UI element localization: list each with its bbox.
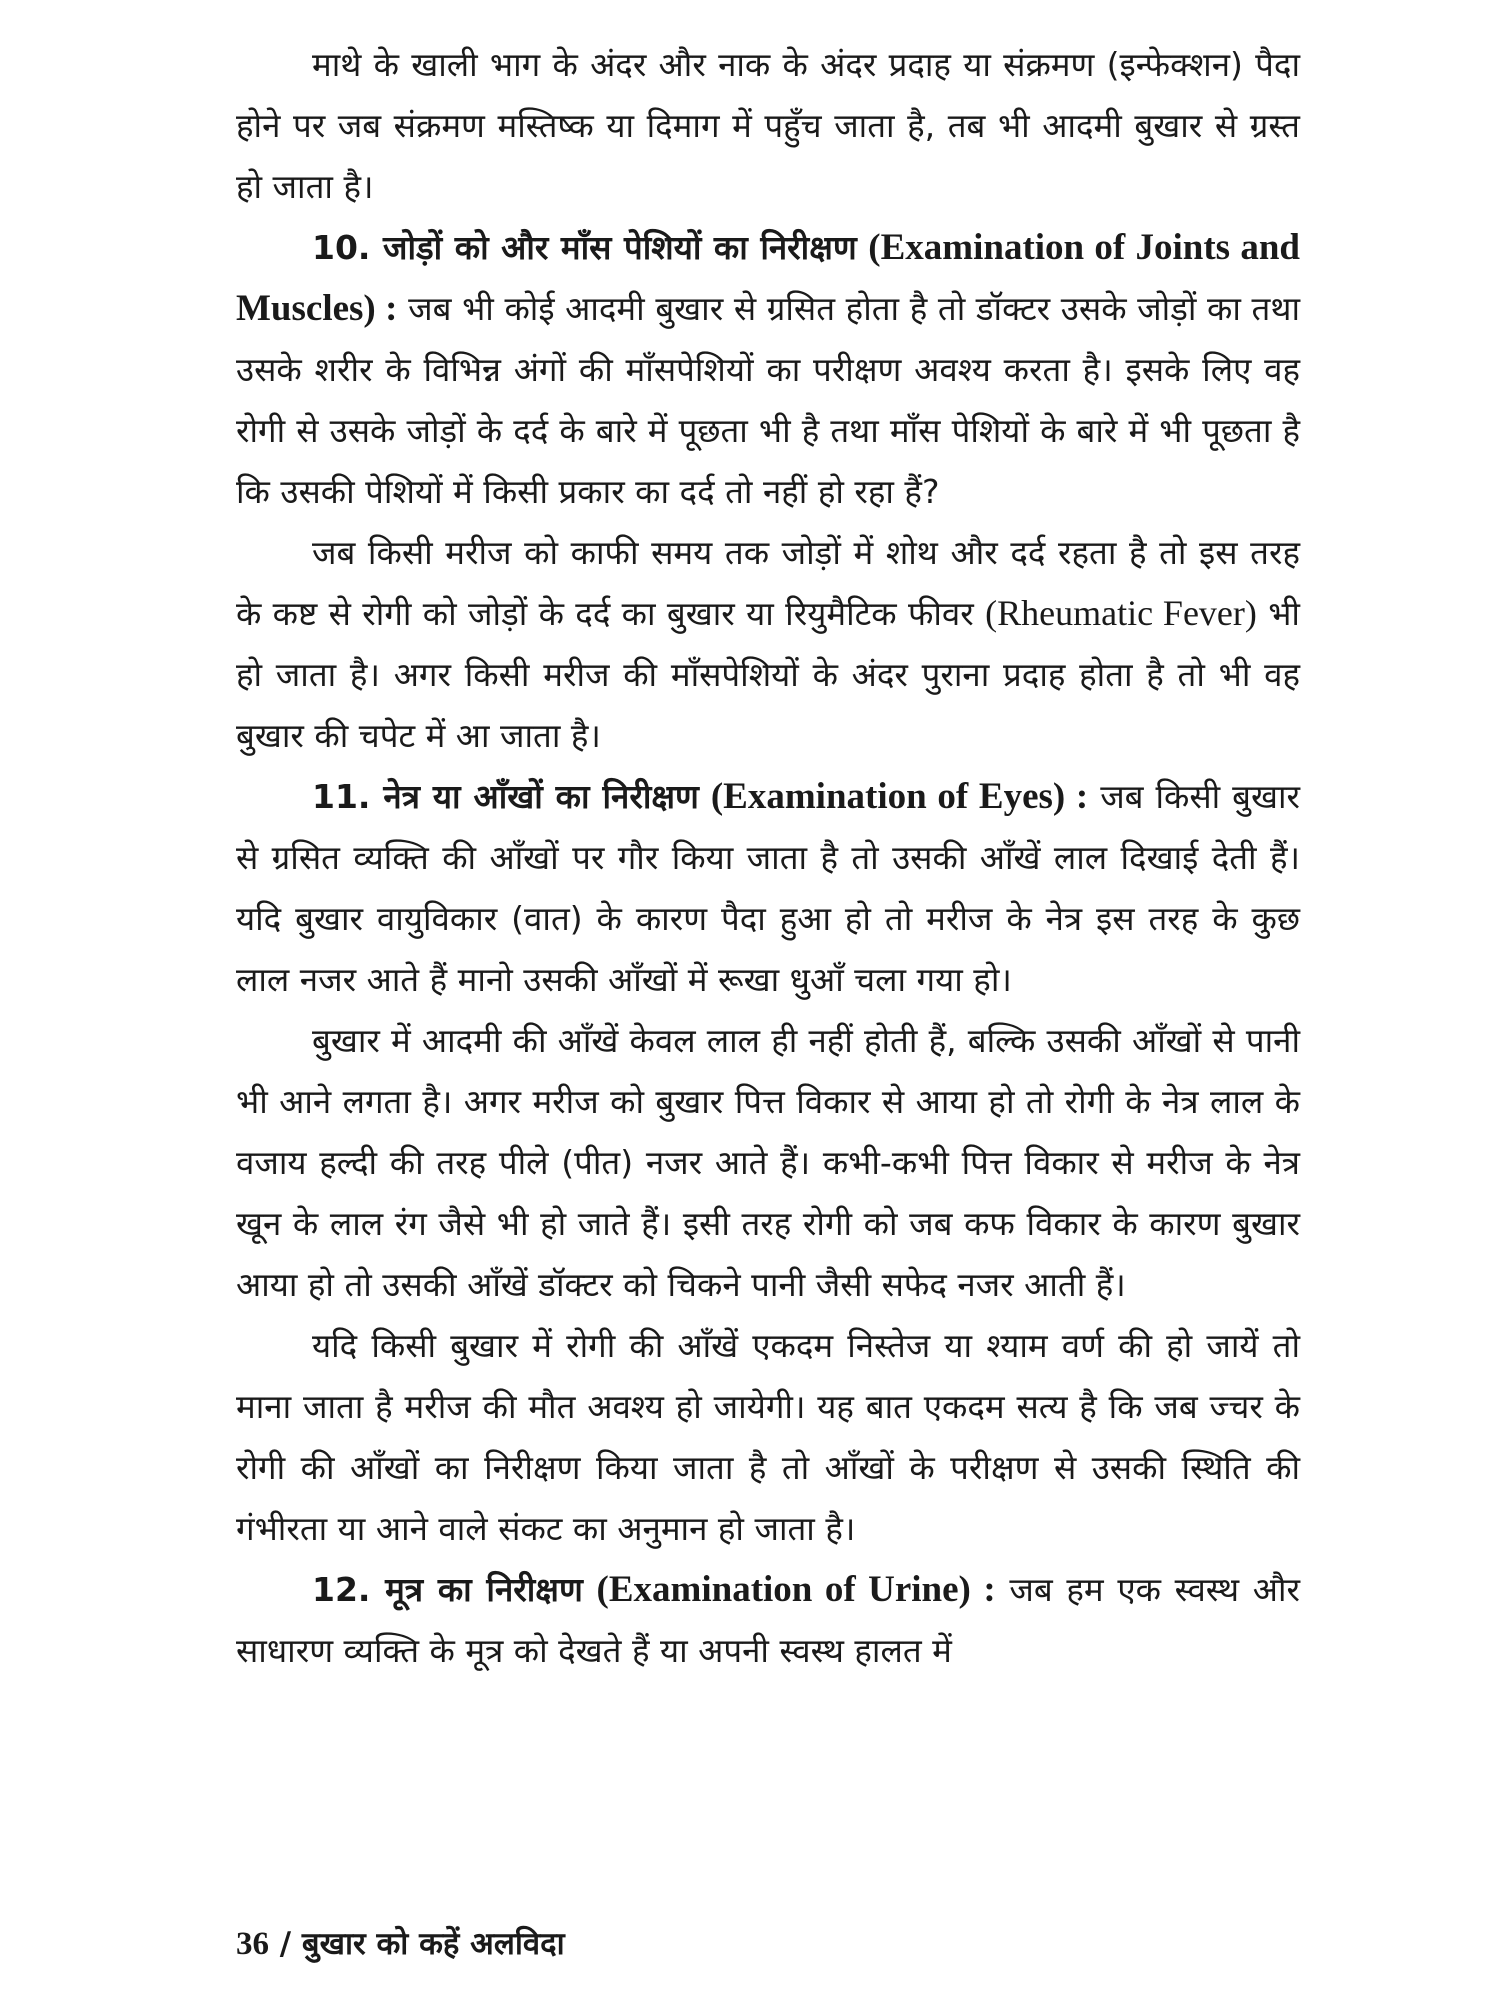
section-10-heading: 10. जोड़ों को और माँस पेशियों का निरीक्षण [312, 228, 857, 267]
section-12-heading: 12. मूत्र का निरीक्षण [312, 1570, 583, 1609]
section-11-eyes [236, 766, 1300, 1010]
section-10-heading-english: (Examination of Joints and Muscles) : [236, 227, 1300, 329]
paragraph-eye-colors: बुखार में आदमी की आँखें केवल लाल ही नहीं होती हैं, बल्कि उसकी आँखों से पानी भी आने लगता है। अगर मरीज को बुखार पित्त विकार से आया हो तो रोगी के नेत्र लाल के वजाय हल्दी की तरह पीले (पीत) नजर आते हैं। कभी-कभी पित्त विकार से मरीज के नेत्र खून के लाल रंग जैसे भी हो जाते हैं। इसी तरह रोगी को जब कफ विकार के कारण बुखार आया हो तो उसकी आँखें डॉक्टर को चिकने पानी जैसी सफेद नजर आती हैं। [236, 1021, 1300, 1304]
section-12-heading-english: (Examination of Urine) : [596, 1569, 996, 1610]
section-10-body: जब भी कोई आदमी बुखार से ग्रसित होता है तो डॉक्टर उसके जोड़ों का तथा उसके शरीर के विभिन्न अंगों की माँसपेशियों का परीक्षण अवश्य करता है। इसके लिए वह रोगी से उसके जोड़ों के दर्द के बारे में पूछता भी है तथा माँस पेशियों के बारे में भी पूछता है कि उसकी पेशियों में किसी प्रकार का दर्द तो नहीं हो रहा हैं? [236, 289, 1301, 511]
paragraph-sinus-infection: माथे के खाली भाग के अंदर और नाक के अंदर प्रदाह या संक्रमण (इन्फेक्शन) पैदा होने पर जब संक्रमण मस्तिष्क या दिमाग में पहुँच जाता है, तब भी आदमी बुखार से ग्रस्त हो जाता है। [236, 45, 1300, 206]
section-11-heading: 11. नेत्र या आँखों का निरीक्षण [312, 777, 699, 816]
footer-separator: / [279, 1926, 292, 1962]
book-title: बुखार को कहें अलविदा [301, 1926, 565, 1962]
paragraph-rheumatic-fever: जब किसी मरीज को काफी समय तक जोड़ों में शोथ और दर्द रहता है तो इस तरह के कष्ट से रोगी को जोड़ों के दर्द का बुखार या रियुमैटिक फीवर (Rheumatic Fever) भी हो जाता है। अगर किसी मरीज की माँसपेशियों के अंदर पुराना प्रदाह होता है तो भी वह बुखार की चपेट में आ जाता है। [236, 533, 1300, 755]
section-10-joints-muscles [236, 217, 1300, 522]
page-number: 36 [236, 1926, 269, 1962]
section-11-body: जब किसी बुखार से ग्रसित व्यक्ति की आँखों पर गौर किया जाता है तो उसकी आँखें लाल दिखाई देती हैं। यदि बुखार वायुविकार (वात) के कारण पैदा हुआ हो तो मरीज के नेत्र इस तरह के कुछ लाल नजर आते हैं मानो उसकी आँखों में रूखा धुआँ चला गया हो। [236, 777, 1300, 999]
rheumatic-fever-term: (Rheumatic Fever) [985, 593, 1257, 633]
section-12-body: जब हम एक स्वस्थ और साधारण व्यक्ति के मूत्र को देखते हैं या अपनी स्वस्थ हालत में [236, 1570, 1300, 1670]
body-text [236, 34, 1300, 1681]
paragraph-eye-prognosis: यदि किसी बुखार में रोगी की आँखें एकदम निस्तेज या श्याम वर्ण की हो जायें तो माना जाता है मरीज की मौत अवश्य हो जायेगी। यह बात एकदम सत्य है कि जब ज्चर के रोगी की आँखों का निरीक्षण किया जाता है तो आँखों के परीक्षण से उसकी स्थिति की गंभीरता या आने वाले संकट का अनुमान हो जाता है। [236, 1326, 1300, 1548]
page-footer [236, 1922, 565, 1964]
section-12-urine [236, 1559, 1300, 1681]
section-11-heading-english: (Examination of Eyes) : [710, 776, 1089, 817]
